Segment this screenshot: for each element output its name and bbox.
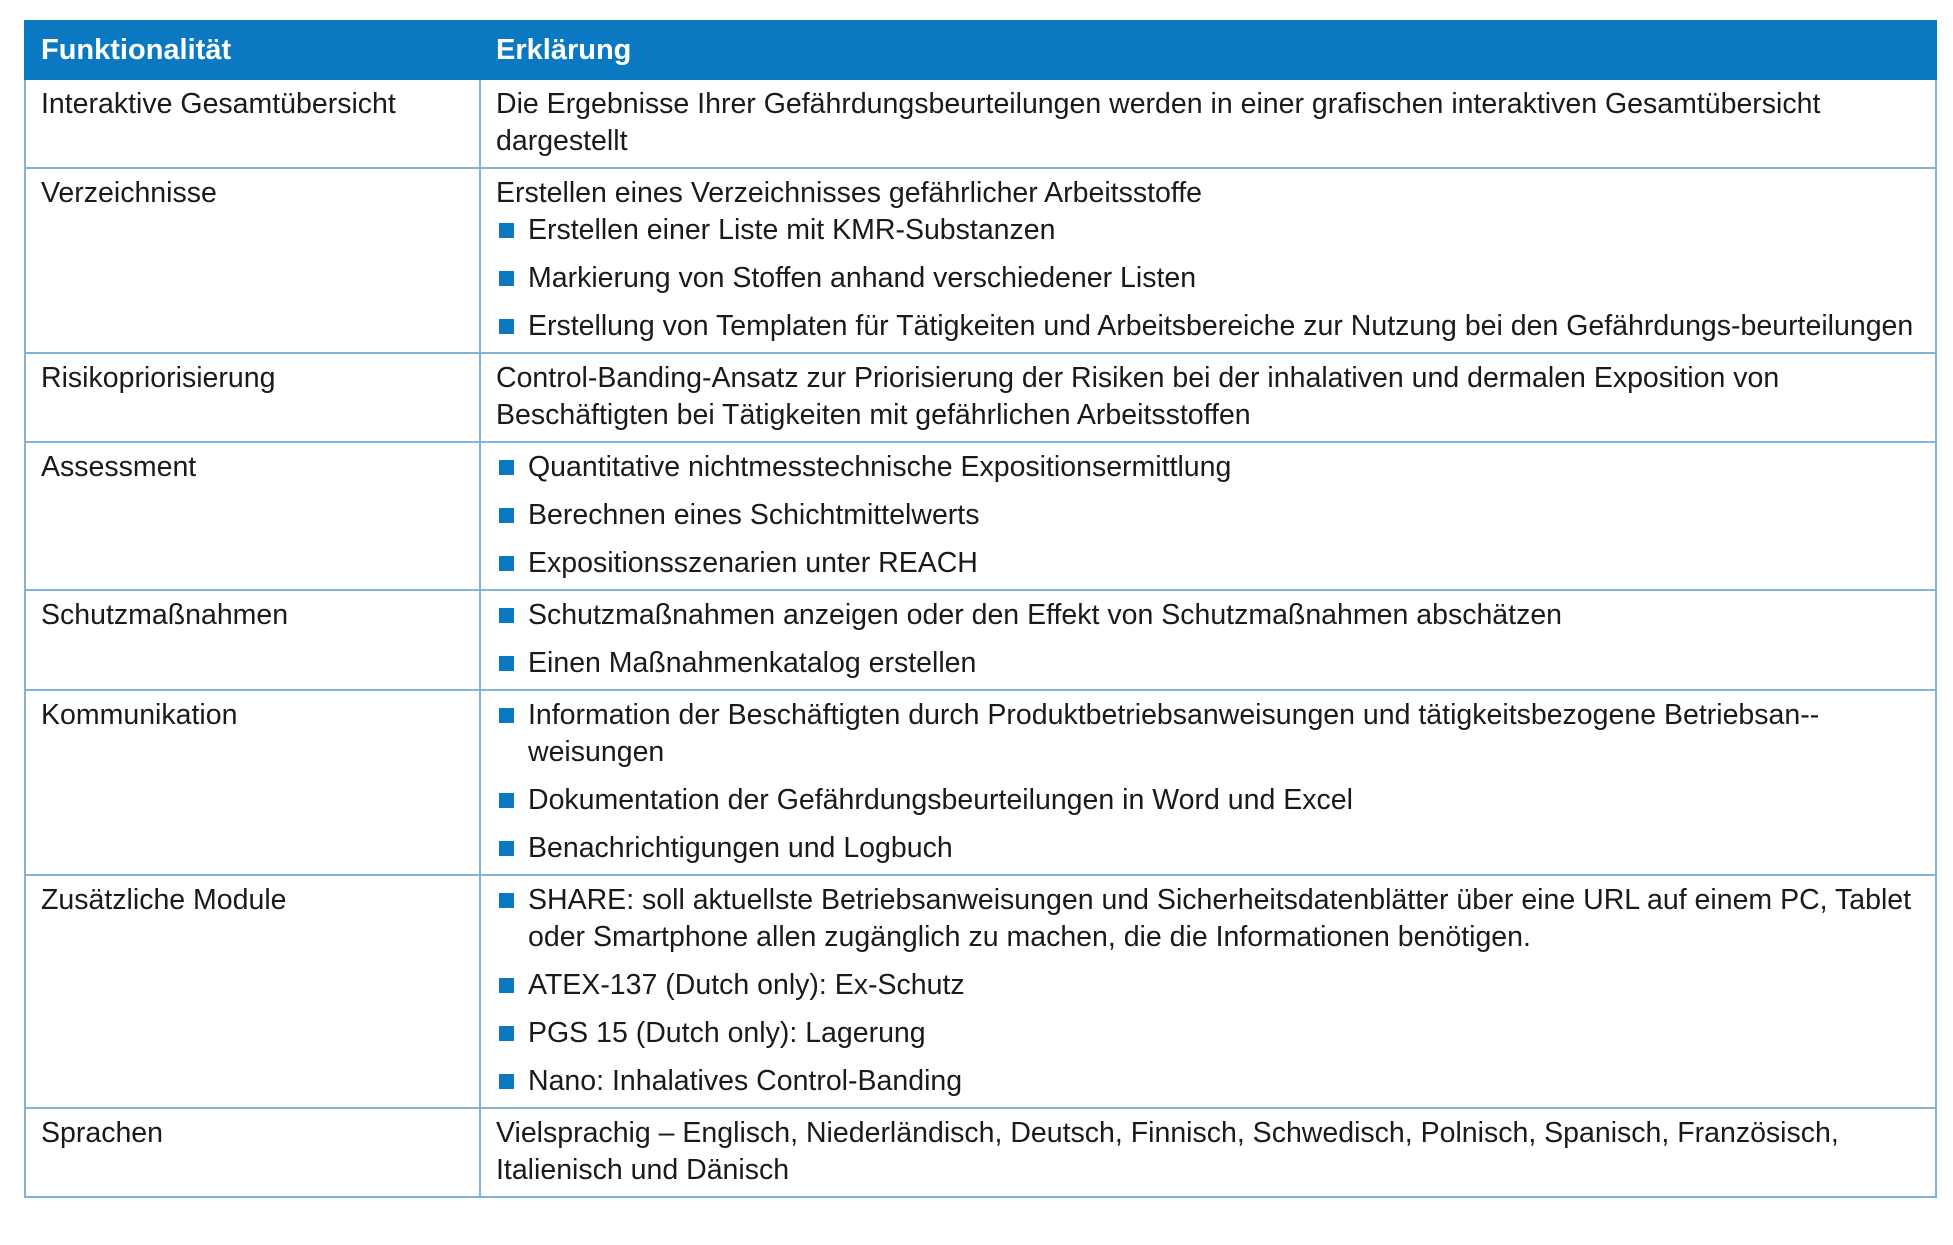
list-item bbox=[496, 545, 1921, 582]
square-bullet-icon bbox=[499, 1026, 514, 1041]
explanation-cell bbox=[480, 168, 1936, 353]
header-explanation: Erklärung bbox=[480, 21, 1936, 79]
list-item bbox=[496, 830, 1921, 867]
functionality-cell: Assessment bbox=[25, 442, 480, 590]
list-item-text: Schutzmaßnahmen anzeigen oder den Effekt von Schutzmaßnahmen abschätzen bbox=[528, 599, 1563, 631]
table-row bbox=[25, 79, 1936, 168]
list-item-text: Quantitative nichtmesstechnische Expositionsermittlung bbox=[528, 451, 1232, 483]
explanation-cell bbox=[480, 875, 1936, 1108]
explanation-cell bbox=[480, 442, 1936, 590]
explanation-text: Control-Banding-Ansatz zur Priorisierung der Risiken bei der inhalativen und dermalen Exposition von Beschäftigten bei Tätigkeiten mit gefährlichen Arbeitsstoffen bbox=[496, 362, 1780, 431]
bullet-list bbox=[496, 697, 1921, 867]
table-row bbox=[25, 442, 1936, 590]
functionality-cell: Kommunikation bbox=[25, 690, 480, 875]
table-row bbox=[25, 875, 1936, 1108]
square-bullet-icon bbox=[499, 460, 514, 475]
list-item-text: Nano: Inhalatives Control-Banding bbox=[528, 1065, 963, 1097]
functionality-cell: Sprachen bbox=[25, 1108, 480, 1197]
functionality-cell: Risikopriorisierung bbox=[25, 353, 480, 442]
explanation-cell bbox=[480, 79, 1936, 168]
list-item-text: Information der Beschäftigten durch Produktbetriebsanweisungen und tätigkeitsbezogene Betriebsan-weisungen bbox=[528, 699, 1820, 768]
list-item-text: PGS 15 (Dutch only): Lagerung bbox=[528, 1017, 926, 1049]
square-bullet-icon bbox=[499, 1074, 514, 1089]
list-item-text: Einen Maßnahmenkatalog erstellen bbox=[528, 647, 977, 679]
list-item bbox=[496, 882, 1921, 956]
square-bullet-icon bbox=[499, 978, 514, 993]
square-bullet-icon bbox=[499, 841, 514, 856]
list-item bbox=[496, 597, 1921, 634]
explanation-cell bbox=[480, 590, 1936, 690]
functionality-cell: Verzeichnisse bbox=[25, 168, 480, 353]
bullet-list bbox=[496, 212, 1921, 345]
list-item bbox=[496, 497, 1921, 534]
square-bullet-icon bbox=[499, 708, 514, 723]
explanation-text: Erstellen eines Verzeichnisses gefährlicher Arbeitsstoffe bbox=[496, 177, 1203, 209]
list-item bbox=[496, 782, 1921, 819]
functionality-cell: Zusätzliche Module bbox=[25, 875, 480, 1108]
square-bullet-icon bbox=[499, 319, 514, 334]
list-item-text: Erstellen einer Liste mit KMR-Substanzen bbox=[528, 214, 1056, 246]
table-header-row bbox=[25, 21, 1936, 79]
bullet-list bbox=[496, 882, 1921, 1100]
table-row bbox=[25, 690, 1936, 875]
list-item-text: Benachrichtigungen und Logbuch bbox=[528, 832, 953, 864]
list-item bbox=[496, 1063, 1921, 1100]
table-row bbox=[25, 168, 1936, 353]
list-item bbox=[496, 645, 1921, 682]
square-bullet-icon bbox=[499, 556, 514, 571]
list-item-text: Markierung von Stoffen anhand verschiedener Listen bbox=[528, 262, 1197, 294]
list-item-text: ATEX-137 (Dutch only): Ex-Schutz bbox=[528, 969, 965, 1001]
functionality-cell: Interaktive Gesamtübersicht bbox=[25, 79, 480, 168]
table-row bbox=[25, 1108, 1936, 1197]
square-bullet-icon bbox=[499, 656, 514, 671]
square-bullet-icon bbox=[499, 893, 514, 908]
list-item bbox=[496, 1015, 1921, 1052]
square-bullet-icon bbox=[499, 793, 514, 808]
table-row bbox=[25, 353, 1936, 442]
list-item-text: SHARE: soll aktuellste Betriebsanweisungen und Sicherheitsdatenblätter über eine URL auf einem PC, Tablet oder Smartphone allen zugänglich zu machen, die die Informationen benötigen. bbox=[528, 884, 1912, 953]
list-item bbox=[496, 308, 1921, 345]
functionality-cell: Schutzmaßnahmen bbox=[25, 590, 480, 690]
explanation-text: Die Ergebnisse Ihrer Gefährdungsbeurteilungen werden in einer grafischen interaktiven Gesamtübersicht dargestellt bbox=[496, 88, 1821, 157]
functionality-table bbox=[24, 20, 1937, 1198]
list-item bbox=[496, 697, 1921, 771]
table-row bbox=[25, 590, 1936, 690]
square-bullet-icon bbox=[499, 508, 514, 523]
list-item bbox=[496, 967, 1921, 1004]
explanation-cell bbox=[480, 1108, 1936, 1197]
explanation-text: Vielsprachig – Englisch, Niederländisch, Deutsch, Finnisch, Schwedisch, Polnisch, Spanisch, Französisch, Italienisch und Dänisch bbox=[496, 1117, 1839, 1186]
list-item bbox=[496, 449, 1921, 486]
square-bullet-icon bbox=[499, 608, 514, 623]
list-item-text: Erstellung von Templaten für Tätigkeiten und Arbeitsbereiche zur Nutzung bei den Gefährdungs-beurteilungen bbox=[528, 310, 1914, 342]
list-item-text: Dokumentation der Gefährdungsbeurteilungen in Word und Excel bbox=[528, 784, 1353, 816]
header-functionality: Funktionalität bbox=[25, 21, 480, 79]
explanation-cell bbox=[480, 690, 1936, 875]
square-bullet-icon bbox=[499, 223, 514, 238]
square-bullet-icon bbox=[499, 271, 514, 286]
list-item bbox=[496, 260, 1921, 297]
bullet-list bbox=[496, 597, 1921, 682]
list-item bbox=[496, 212, 1921, 249]
list-item-text: Expositionsszenarien unter REACH bbox=[528, 547, 978, 579]
bullet-list bbox=[496, 449, 1921, 582]
explanation-cell bbox=[480, 353, 1936, 442]
list-item-text: Berechnen eines Schichtmittelwerts bbox=[528, 499, 980, 531]
